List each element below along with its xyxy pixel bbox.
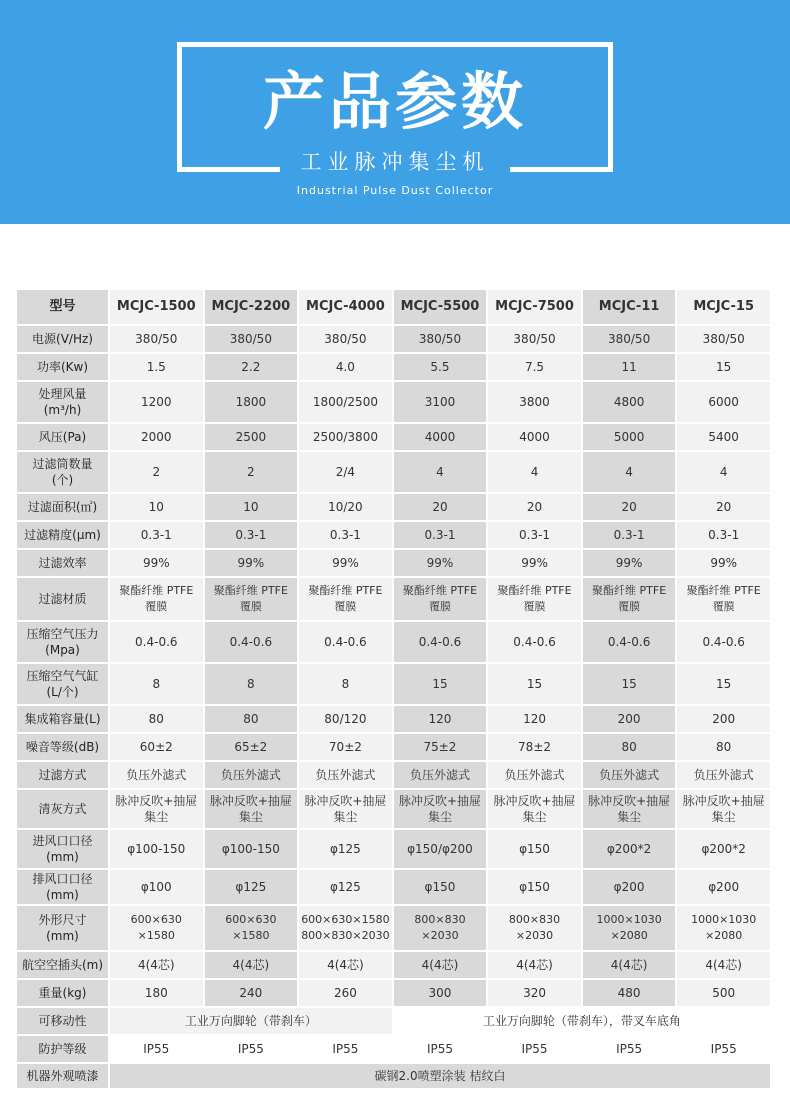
table-cell: 800×830 ×2030 [394,906,487,950]
table-cell: IP55 [205,1036,298,1062]
table-cell: 0.3-1 [205,522,298,548]
table-row [17,952,770,978]
row-label: 过滤筒数量 (个) [17,452,108,492]
model-header-cell: MCJC-1500 [110,290,203,324]
table-header-row [17,290,770,324]
table-cell: IP55 [394,1036,487,1062]
table-cell: 15 [583,664,676,704]
table-cell: 65±2 [205,734,298,760]
table-cell: φ200*2 [583,830,676,868]
table-row [17,906,770,950]
table-cell: 脉冲反吹+抽屉 集尘 [110,790,203,828]
table-cell: 20 [677,494,770,520]
table-cell: 脉冲反吹+抽屉 集尘 [583,790,676,828]
model-header-cell: MCJC-2200 [205,290,298,324]
table-cell: 7.5 [488,354,581,380]
table-cell: 2.2 [205,354,298,380]
table-cell: 2500 [205,424,298,450]
table-cell: 4(4芯) [677,952,770,978]
table-cell: φ200 [677,870,770,904]
model-header-cell: MCJC-4000 [299,290,392,324]
table-cell: 6000 [677,382,770,422]
table-cell: 200 [583,706,676,732]
table-cell: 1.5 [110,354,203,380]
table-cell: 聚酯纤维 PTFE 覆膜 [299,578,392,620]
table-cell: φ150 [488,870,581,904]
row-label: 噪音等级(dB) [17,734,108,760]
model-header-label: 型号 [17,290,108,324]
table-cell: 4(4芯) [394,952,487,978]
table-row [17,354,770,380]
table-cell: 1000×1030 ×2080 [677,906,770,950]
table-row [17,870,770,904]
table-row [17,830,770,868]
table-cell: 脉冲反吹+抽屉 集尘 [299,790,392,828]
row-label: 过滤精度(μm) [17,522,108,548]
table-cell: 380/50 [488,326,581,352]
table-cell: 15 [394,664,487,704]
table-cell: 75±2 [394,734,487,760]
paint-cell: 碳钢2.0喷塑涂装 桔纹白 [110,1064,770,1088]
row-label: 集成箱容量(L) [17,706,108,732]
table-cell: 0.3-1 [583,522,676,548]
model-header-cell: MCJC-7500 [488,290,581,324]
table-row [17,706,770,732]
table-cell: 脉冲反吹+抽屉 集尘 [394,790,487,828]
table-cell: φ150 [488,830,581,868]
table-cell: 负压外滤式 [677,762,770,788]
table-cell: 240 [205,980,298,1006]
table-cell: 20 [394,494,487,520]
table-cell: 99% [583,550,676,576]
table-cell: 99% [299,550,392,576]
table-cell: 80/120 [299,706,392,732]
table-cell: 8 [205,664,298,704]
row-label: 风压(Pa) [17,424,108,450]
table-cell: 800×830 ×2030 [488,906,581,950]
table-cell: 4 [583,452,676,492]
table-cell: 4(4芯) [205,952,298,978]
table-cell: 8 [299,664,392,704]
table-cell: 600×630×1580 800×830×2030 [299,906,392,950]
table-cell: 380/50 [205,326,298,352]
row-label: 压缩空气气缸 (L/个) [17,664,108,704]
row-label: 过滤材质 [17,578,108,620]
row-label: 处理风量 (m³/h) [17,382,108,422]
table-cell: 0.3-1 [299,522,392,548]
table-cell: 0.4-0.6 [583,622,676,662]
table-cell: 5400 [677,424,770,450]
table-cell: 脉冲反吹+抽屉 集尘 [205,790,298,828]
table-cell: 600×630 ×1580 [110,906,203,950]
table-cell: 3100 [394,382,487,422]
table-cell: 99% [677,550,770,576]
table-row [17,980,770,1006]
table-cell: 15 [677,664,770,704]
table-cell: 脉冲反吹+抽屉 集尘 [677,790,770,828]
table-cell: 80 [583,734,676,760]
table-cell: 4800 [583,382,676,422]
row-label: 重量(kg) [17,980,108,1006]
table-cell: 99% [205,550,298,576]
table-cell: φ100-150 [205,830,298,868]
table-cell: φ125 [299,830,392,868]
table-cell: 负压外滤式 [488,762,581,788]
row-label: 进风口口径 (mm) [17,830,108,868]
page-title: 产品参数 [262,65,527,138]
table-cell: 负压外滤式 [205,762,298,788]
page-subtitle-english: Industrial Pulse Dust Collector [296,184,494,197]
table-cell: 5000 [583,424,676,450]
table-cell: φ125 [299,870,392,904]
table-cell: 1000×1030 ×2080 [583,906,676,950]
table-cell: φ100-150 [110,830,203,868]
table-cell: 320 [488,980,581,1006]
table-cell: 8 [110,664,203,704]
table-cell: 99% [488,550,581,576]
protection-row [17,1036,770,1062]
table-cell: IP55 [677,1036,770,1062]
row-label: 过滤效率 [17,550,108,576]
table-cell: 600×630 ×1580 [205,906,298,950]
table-cell: 380/50 [110,326,203,352]
row-label: 过滤面积(㎡) [17,494,108,520]
table-cell: 99% [110,550,203,576]
table-cell: 70±2 [299,734,392,760]
table-cell: 4(4芯) [110,952,203,978]
table-cell: 4 [488,452,581,492]
table-cell: 聚酯纤维 PTFE 覆膜 [205,578,298,620]
mobility-right-cell: 工业万向脚轮（带刹车），带叉车底角 [394,1008,770,1034]
table-cell: 120 [488,706,581,732]
table-cell: 聚酯纤维 PTFE 覆膜 [110,578,203,620]
table-cell: 0.4-0.6 [394,622,487,662]
table-cell: 4000 [488,424,581,450]
table-cell: 10/20 [299,494,392,520]
table-cell: 1200 [110,382,203,422]
row-label: 防护等级 [17,1036,108,1062]
table-cell: 99% [394,550,487,576]
table-row [17,452,770,492]
table-cell: 480 [583,980,676,1006]
table-row [17,424,770,450]
table-row [17,550,770,576]
table-cell: 2/4 [299,452,392,492]
table-cell: 4 [677,452,770,492]
table-cell: 0.3-1 [677,522,770,548]
row-label: 压缩空气压力 (Mpa) [17,622,108,662]
table-cell: 78±2 [488,734,581,760]
row-label: 电源(V/Hz) [17,326,108,352]
row-label: 可移动性 [17,1008,108,1034]
table-cell: 0.3-1 [110,522,203,548]
table-cell: 0.4-0.6 [488,622,581,662]
table-cell: 4 [394,452,487,492]
row-label: 功率(Kw) [17,354,108,380]
table-cell: 3800 [488,382,581,422]
table-cell: 2 [205,452,298,492]
table-cell: 180 [110,980,203,1006]
table-row [17,790,770,828]
table-cell: IP55 [299,1036,392,1062]
table-cell: 负压外滤式 [394,762,487,788]
table-cell: 500 [677,980,770,1006]
table-row [17,622,770,662]
table-cell: φ150/φ200 [394,830,487,868]
table-cell: 1800 [205,382,298,422]
row-label: 排风口口径 (mm) [17,870,108,904]
table-cell: φ150 [394,870,487,904]
table-cell: 10 [205,494,298,520]
header-banner [0,0,790,224]
table-cell: 11 [583,354,676,380]
row-label: 清灰方式 [17,790,108,828]
table-cell: 200 [677,706,770,732]
table-cell: 负压外滤式 [299,762,392,788]
table-cell: 4(4芯) [299,952,392,978]
table-cell: φ100 [110,870,203,904]
row-label: 航空空插头(m) [17,952,108,978]
table-cell: 80 [205,706,298,732]
table-cell: 380/50 [394,326,487,352]
row-label: 外形尺寸 (mm) [17,906,108,950]
table-cell: IP55 [110,1036,203,1062]
table-cell: 聚酯纤维 PTFE 覆膜 [677,578,770,620]
table-cell: 聚酯纤维 PTFE 覆膜 [394,578,487,620]
table-cell: IP55 [583,1036,676,1062]
table-cell: 聚酯纤维 PTFE 覆膜 [583,578,676,620]
mobility-row [17,1008,770,1034]
table-row [17,382,770,422]
table-cell: 1800/2500 [299,382,392,422]
page-subtitle: 工业脉冲集尘机 [300,150,490,174]
table-cell: φ125 [205,870,298,904]
table-row [17,664,770,704]
mobility-left-cell: 工业万向脚轮（带刹车） [110,1008,392,1034]
table-row [17,734,770,760]
table-cell: 负压外滤式 [583,762,676,788]
row-label: 过滤方式 [17,762,108,788]
model-header-cell: MCJC-5500 [394,290,487,324]
table-cell: φ200 [583,870,676,904]
table-row [17,578,770,620]
table-cell: 0.3-1 [488,522,581,548]
table-cell: 负压外滤式 [110,762,203,788]
row-label: 机器外观喷漆 [17,1064,108,1088]
table-cell: 5.5 [394,354,487,380]
table-cell: 80 [110,706,203,732]
table-cell: 0.4-0.6 [299,622,392,662]
table-row [17,522,770,548]
table-cell: 120 [394,706,487,732]
table-cell: 4.0 [299,354,392,380]
table-cell: 2 [110,452,203,492]
table-cell: 300 [394,980,487,1006]
table-cell: 4(4芯) [583,952,676,978]
table-cell: 脉冲反吹+抽屉 集尘 [488,790,581,828]
paint-row [17,1064,770,1088]
table-cell: IP55 [488,1036,581,1062]
spec-table [15,288,772,1090]
table-cell: 聚酯纤维 PTFE 覆膜 [488,578,581,620]
model-header-cell: MCJC-11 [583,290,676,324]
table-cell: 4000 [394,424,487,450]
table-cell: 0.4-0.6 [205,622,298,662]
table-cell: 2500/3800 [299,424,392,450]
table-cell: 80 [677,734,770,760]
table-cell: 20 [583,494,676,520]
table-cell: 380/50 [299,326,392,352]
table-cell: 60±2 [110,734,203,760]
table-row [17,762,770,788]
table-cell: 0.3-1 [394,522,487,548]
table-row [17,326,770,352]
table-cell: 4(4芯) [488,952,581,978]
table-cell: 2000 [110,424,203,450]
table-cell: 0.4-0.6 [677,622,770,662]
table-cell: 10 [110,494,203,520]
table-cell: 20 [488,494,581,520]
table-cell: φ200*2 [677,830,770,868]
table-cell: 380/50 [677,326,770,352]
table-cell: 15 [677,354,770,380]
table-cell: 0.4-0.6 [110,622,203,662]
model-header-cell: MCJC-15 [677,290,770,324]
table-row [17,494,770,520]
table-cell: 260 [299,980,392,1006]
table-cell: 380/50 [583,326,676,352]
table-cell: 15 [488,664,581,704]
